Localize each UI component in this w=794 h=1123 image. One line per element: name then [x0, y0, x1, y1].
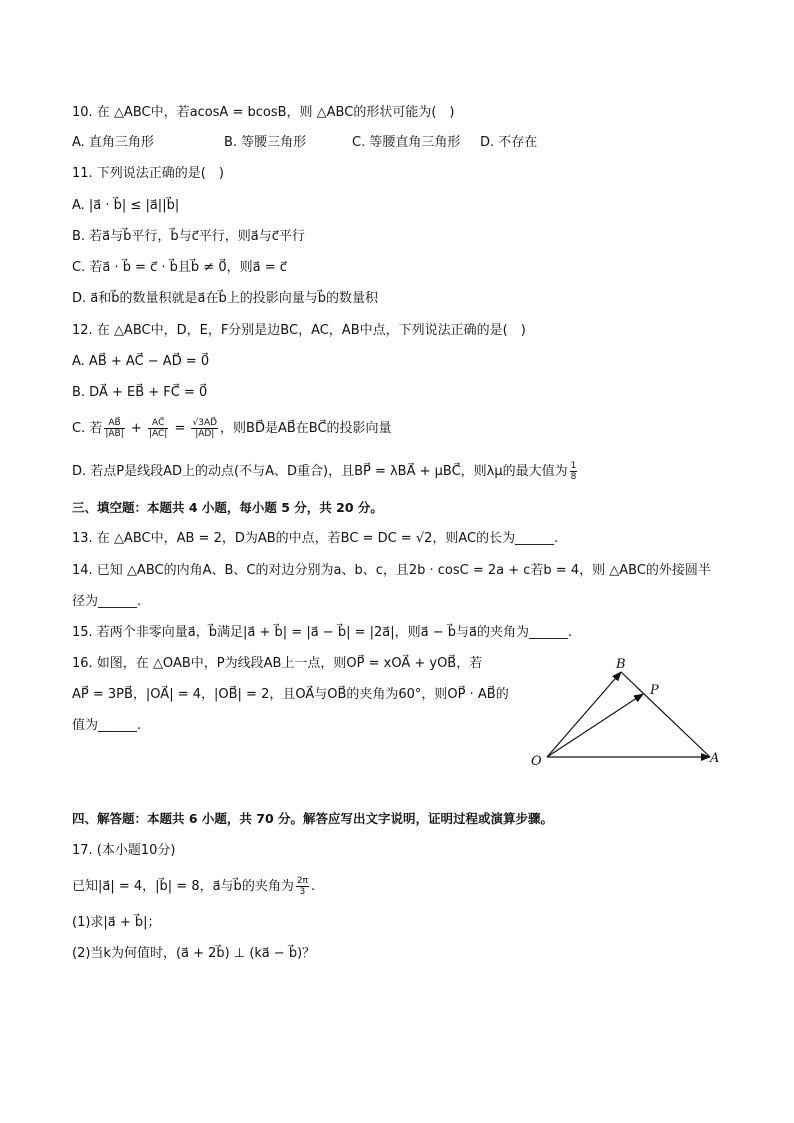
q16-line-2: AP⃗ = 3PB⃗，|OA⃗| = 4，|OB⃗| = 2，且OA⃗与OB⃗的夹角为60°，则OP⃗ · AB⃗的 — [72, 687, 509, 702]
q12-c-plus: + — [130, 421, 142, 436]
label-b: B — [616, 657, 626, 672]
q12-option-c — [72, 418, 392, 439]
q12-stem: 12. 在 △ABC中，D，E，F分别是边BC，AC，AB中点，下列说法正确的是( ) — [72, 323, 526, 338]
segment-ba — [621, 672, 710, 757]
q17-part-2: (2)当k为何值时，(a⃗ + 2b⃗) ⊥ (ka⃗ − b⃗)？ — [72, 946, 316, 961]
q12-c-suffix: ，则BD⃗是AB⃗在BC⃗的投影向量 — [220, 421, 392, 436]
q11-option-a: A. |a⃗ · b⃗| ≤ |a⃗||b⃗| — [72, 198, 180, 213]
q17-angle-fraction — [296, 876, 309, 897]
section-4-heading: 四、解答题：本题共 6 小题，共 70 分。解答应写出文字说明，证明过程或演算步骤。 — [72, 811, 554, 826]
q11-stem: 11. 下列说法正确的是( ) — [72, 166, 224, 181]
q10-option-d: D. 不存在 — [480, 135, 538, 150]
q12-c-prefix: C. 若 — [72, 421, 103, 436]
q12-c-fraction-1 — [104, 418, 124, 439]
q17-angle-den: 3 — [299, 887, 306, 897]
q12-d-den: 8 — [570, 472, 577, 482]
q13-text: 13. 在 △ABC中，AB = 2，D为AB的中点，若BC = DC = √2，则AC的长为______. — [72, 531, 559, 546]
q15-text: 15. 若两个非零向量a⃗，b⃗满足|a⃗ + b⃗| = |a⃗ − b⃗| = |2a⃗|，则a⃗ − b⃗与a⃗的夹角为______. — [72, 625, 573, 640]
section-3-heading: 三、填空题：本题共 4 小题，每小题 5 分，共 20 分。 — [72, 500, 383, 515]
q12-d-text: D. 若点P是线段AD上的动点(不与A、D重合)，且BP⃗ = λBA⃗ + μBC⃗，则λμ的最大值为 — [72, 464, 568, 479]
q17-given-end: . — [310, 879, 316, 894]
q10-stem: 10. 在 △ABC中，若acosA = bcosB，则 △ABC的形状可能为( ) — [72, 105, 455, 120]
q10-option-a: A. 直角三角形 — [72, 135, 154, 150]
q17-angle-num: 2π — [296, 876, 308, 886]
vector-op — [547, 694, 643, 757]
q12-c-eq: = — [174, 421, 186, 436]
q12-option-b: B. DA⃗ + EB⃗ + FC⃗ = 0⃗ — [72, 385, 208, 400]
q10-options — [72, 134, 537, 152]
q12-option-d — [72, 461, 579, 482]
vector-ob — [547, 672, 621, 757]
label-p: P — [650, 683, 659, 698]
q11-option-d: D. a⃗和b⃗的数量积就是a⃗在b⃗上的投影向量与b⃗的数量积 — [72, 291, 378, 306]
label-a: A — [710, 751, 720, 766]
q10-option-b: B. 等腰三角形 — [224, 135, 307, 150]
q12-c-f1-num: AB⃗ — [104, 418, 124, 429]
label-o: O — [531, 754, 542, 769]
q11-option-b: B. 若a⃗与b⃗平行，b⃗与c⃗平行，则a⃗与c⃗平行 — [72, 229, 305, 244]
q11-option-c: C. 若a⃗ · b⃗ = c⃗ · b⃗且b⃗ ≠ 0⃗，则a⃗ = c⃗ — [72, 260, 287, 275]
q12-c-f1-den: |AB⃗| — [105, 429, 124, 439]
q12-c-f3-den: |AD⃗| — [195, 429, 215, 439]
q12-c-f3-num: √3AD⃗ — [192, 418, 218, 428]
q12-c-f2-num: AC⃗ — [148, 418, 168, 429]
q12-d-num: 1 — [570, 461, 577, 471]
q12-c-f2-den: |AC⃗| — [148, 429, 168, 439]
q17-part-1: (1)求|a⃗ + b⃗|； — [72, 915, 161, 930]
triangle-oab-figure — [520, 650, 730, 775]
q12-c-fraction-2 — [148, 418, 168, 439]
q14-line-2: 径为______. — [72, 594, 142, 609]
q17-given — [72, 876, 315, 897]
q16-line-1: 16. 如图，在 △OAB中，P为线段AB上一点，则OP⃗ = xOA⃗ + yOB⃗，若 — [72, 656, 483, 671]
q12-option-a: A. AB⃗ + AC⃗ − AD⃗ = 0⃗ — [72, 354, 210, 369]
q12-d-fraction — [570, 461, 578, 482]
q12-c-fraction-3 — [191, 418, 218, 439]
q16-line-3: 值为______. — [72, 718, 142, 733]
q17-given-text: 已知|a⃗| = 4，|b⃗| = 8，a⃗与b⃗的夹角为 — [72, 879, 294, 894]
q10-option-c: C. 等腰直角三角形 — [352, 135, 461, 150]
q14-line-1: 14. 已知 △ABC的内角A、B、C的对边分别为a、b、c，且2b · cosC = 2a + c若b = 4，则 △ABC的外接圆半 — [72, 563, 711, 578]
q17-title: 17. (本小题10分) — [72, 843, 176, 858]
